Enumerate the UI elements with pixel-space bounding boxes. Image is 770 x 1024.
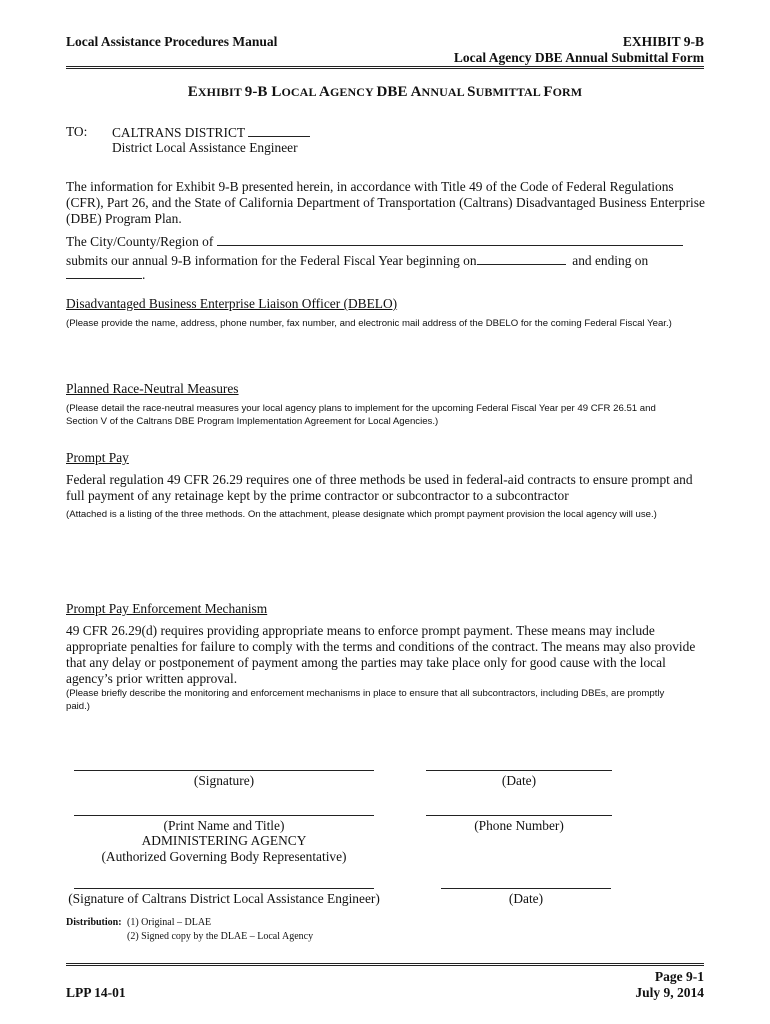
race-neutral-note: (Please detail the race-neutral measures your local agency plans to implement for the upcoming Federal Fiscal Year per 49 CFR 26.51 and Section V of the Caltrans DBE Program Implementation Agreement for Local Agencies.) — [66, 403, 656, 427]
dlae-date-label: (Date) — [508, 891, 544, 906]
footer-rule — [66, 963, 704, 966]
fiscal-start-field[interactable] — [477, 252, 566, 265]
dlae-date-line[interactable] — [441, 888, 611, 889]
print-name-line[interactable] — [74, 815, 374, 816]
administering-agency-label: ADMINISTERING AGENCY — [141, 833, 307, 848]
exhibit-subtitle: Local Agency DBE Annual Submittal Form — [453, 50, 704, 65]
prompt-pay-heading: Prompt Pay — [66, 450, 129, 465]
distribution-item-2: (2) Signed copy by the DLAE – Local Agency — [127, 931, 314, 942]
manual-title: Local Assistance Procedures Manual — [66, 34, 278, 49]
signature-line[interactable] — [74, 770, 374, 771]
city-line: The City/County/Region of — [66, 233, 706, 250]
prompt-pay-body: Federal regulation 49 CFR 26.29 requires one of three methods be used in federal-aid contracts to ensure prompt and full payment of any retainage kept by the prime contractor or subcontractor to a subcontractor — [66, 472, 693, 503]
dlae-label: District Local Assistance Engineer — [112, 140, 298, 155]
enforcement-heading: Prompt Pay Enforcement Mechanism — [66, 601, 268, 616]
lpp-number: LPP 14-01 — [66, 985, 126, 1000]
page-number: Page 9-1 — [654, 969, 704, 984]
caltrans-district: CALTRANS DISTRICT — [112, 124, 310, 141]
intro-paragraph: The information for Exhibit 9-B presented herein, in accordance with Title 49 of the Code of Federal Regulations (CFR), Part 26, and the State of California Department of Transportation (Caltrans) Disadvantaged Business Enterprise (DBE) Program Plan. — [66, 179, 705, 226]
enforcement-body: 49 CFR 26.29(d) requires providing appropriate means to enforce prompt payment. These means may include appropriate penalties for failure to comply with the terms and conditions of the contract. The means may also provide that any delay or postponement of payment among the parties may take place only for good cause with the local agency’s prior written approval. — [66, 623, 696, 686]
fiscal-end-field[interactable] — [66, 266, 142, 279]
dlae-signature-line[interactable] — [74, 888, 374, 889]
footer-date: July 9, 2014 — [635, 985, 704, 1000]
exhibit-number: EXHIBIT 9-B — [622, 34, 704, 49]
dbelo-heading: Disadvantaged Business Enterprise Liaison Officer (DBELO) — [66, 296, 398, 311]
dlae-signature-label: (Signature of Caltrans District Local Assistance Engineer) — [68, 891, 380, 906]
city-field[interactable] — [217, 233, 683, 246]
authorized-rep-label: (Authorized Governing Body Representative) — [101, 849, 347, 864]
race-neutral-heading: Planned Race-Neutral Measures — [66, 381, 239, 396]
to-label: TO: — [66, 124, 88, 139]
distribution-item-1: (1) Original – DLAE — [127, 917, 212, 928]
fiscal-end-line: . — [66, 266, 145, 283]
district-field[interactable] — [248, 124, 310, 137]
dbelo-note: (Please provide the name, address, phone number, fax number, and electronic mail address of the DBELO for the coming Federal Fiscal Year.) — [66, 318, 672, 329]
header-rule — [66, 66, 704, 69]
phone-line[interactable] — [426, 815, 612, 816]
date-line[interactable] — [426, 770, 612, 771]
enforcement-note: (Please briefly describe the monitoring and enforcement mechanisms in place to ensure that all subcontractors, including DBEs, are promptly paid.) — [66, 688, 665, 712]
signature-label: (Signature) — [193, 773, 255, 788]
page-title: EXHIBIT 9-B LOCAL AGENCY DBE ANNUAL SUBMITTAL FORM — [187, 84, 583, 100]
phone-label: (Phone Number) — [474, 818, 564, 833]
prompt-pay-note: (Attached is a listing of the three methods. On the attachment, please designate which prompt payment provision the local agency will use.) — [66, 509, 657, 520]
print-name-label: (Print Name and Title) — [163, 818, 285, 833]
distribution-label: Distribution: — [66, 917, 122, 928]
fiscal-year-line: submits our annual 9-B information for the Federal Fiscal Year beginning on and ending on — [66, 253, 649, 268]
date-label: (Date) — [501, 773, 537, 788]
